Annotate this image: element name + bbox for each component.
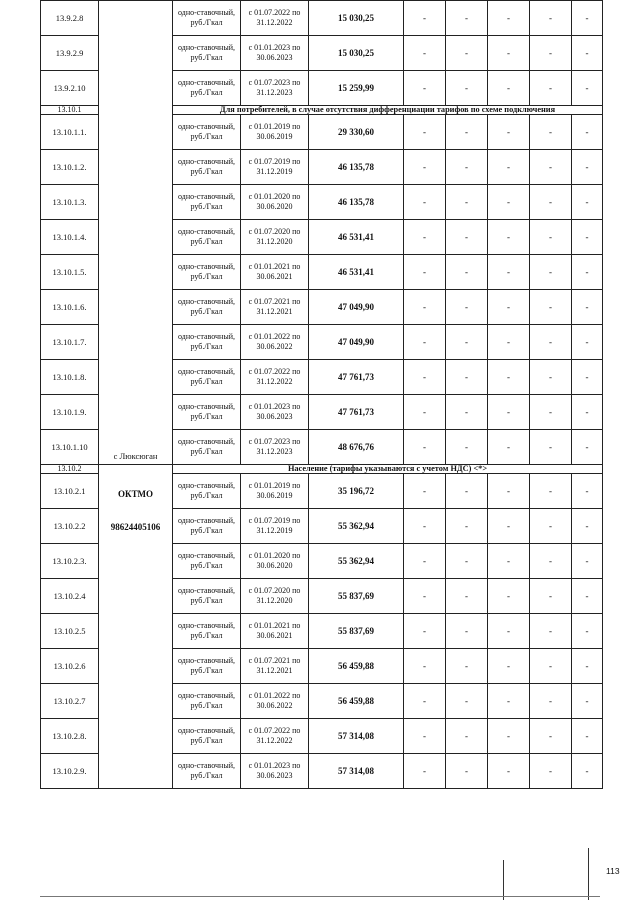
tariff-value: 29 330,60 <box>309 115 404 150</box>
empty-value: - <box>488 474 530 509</box>
tariff-period: с 01.07.2020 по 31.12.2020 <box>241 579 309 614</box>
empty-value: - <box>530 325 572 360</box>
tariff-value: 46 531,41 <box>309 255 404 290</box>
empty-value: - <box>488 36 530 71</box>
tariff-value: 55 837,69 <box>309 614 404 649</box>
empty-value: - <box>446 430 488 465</box>
empty-value: - <box>404 579 446 614</box>
section-code: 13.10.2 <box>41 465 99 474</box>
tariff-type: одно-ставочный, руб./Гкал <box>173 1 241 36</box>
empty-value: - <box>404 360 446 395</box>
empty-value: - <box>404 71 446 106</box>
empty-value: - <box>530 509 572 544</box>
tariff-period: с 01.07.2020 по 31.12.2020 <box>241 220 309 255</box>
empty-value: - <box>488 220 530 255</box>
empty-value: - <box>572 1 603 36</box>
tariff-type: одно-ставочный, руб./Гкал <box>173 544 241 579</box>
tariff-period: с 01.07.2022 по 31.12.2022 <box>241 719 309 754</box>
row-code: 13.10.2.2 <box>41 509 99 544</box>
tariff-type: одно-ставочный, руб./Гкал <box>173 360 241 395</box>
empty-value: - <box>404 509 446 544</box>
tariff-type: одно-ставочный, руб./Гкал <box>173 220 241 255</box>
empty-value: - <box>488 290 530 325</box>
tariff-type: одно-ставочный, руб./Гкал <box>173 430 241 465</box>
empty-value: - <box>404 684 446 719</box>
tariff-period: с 01.01.2021 по 30.06.2021 <box>241 255 309 290</box>
empty-value: - <box>488 579 530 614</box>
settlement-cell <box>99 1 173 465</box>
empty-value: - <box>488 684 530 719</box>
tariff-type: одно-ставочный, руб./Гкал <box>173 71 241 106</box>
tariff-value: 55 362,94 <box>309 544 404 579</box>
tariff-period: с 01.01.2023 по 30.06.2023 <box>241 395 309 430</box>
tariff-value: 55 362,94 <box>309 509 404 544</box>
empty-value: - <box>446 614 488 649</box>
row-code: 13.9.2.10 <box>41 71 99 106</box>
tariff-value: 57 314,08 <box>309 754 404 789</box>
tariff-period: с 01.07.2021 по 31.12.2021 <box>241 290 309 325</box>
tariff-period: с 01.07.2019 по 31.12.2019 <box>241 509 309 544</box>
empty-value: - <box>404 430 446 465</box>
empty-value: - <box>404 36 446 71</box>
tariff-period: с 01.07.2023 по 31.12.2023 <box>241 71 309 106</box>
section-title: Для потребителей, в случае отсутствия дифференциации тарифов по схеме подключения <box>173 106 603 115</box>
empty-value: - <box>488 544 530 579</box>
tariff-period: с 01.07.2022 по 31.12.2022 <box>241 1 309 36</box>
empty-value: - <box>530 150 572 185</box>
tariff-period: с 01.01.2022 по 30.06.2022 <box>241 325 309 360</box>
empty-value: - <box>404 754 446 789</box>
empty-value: - <box>446 36 488 71</box>
empty-value: - <box>404 544 446 579</box>
empty-value: - <box>530 360 572 395</box>
empty-value: - <box>572 579 603 614</box>
row-code: 13.10.2.9. <box>41 754 99 789</box>
empty-value: - <box>404 150 446 185</box>
empty-value: - <box>572 684 603 719</box>
empty-value: - <box>488 360 530 395</box>
empty-value: - <box>530 684 572 719</box>
empty-value: - <box>530 544 572 579</box>
empty-value: - <box>530 649 572 684</box>
oktmo-code: 98624405106 <box>110 522 161 532</box>
tariff-type: одно-ставочный, руб./Гкал <box>173 474 241 509</box>
tariff-value: 15 030,25 <box>309 36 404 71</box>
empty-value: - <box>530 185 572 220</box>
oktmo-label: ОКТМО <box>118 489 153 499</box>
settlement-name: с Люксюган <box>113 451 158 461</box>
tariff-type: одно-ставочный, руб./Гкал <box>173 719 241 754</box>
tariff-value: 48 676,76 <box>309 430 404 465</box>
tariff-value: 15 259,99 <box>309 71 404 106</box>
empty-value: - <box>488 185 530 220</box>
empty-value: - <box>446 150 488 185</box>
empty-value: - <box>572 614 603 649</box>
empty-value: - <box>572 71 603 106</box>
empty-value: - <box>572 255 603 290</box>
row-code: 13.9.2.9 <box>41 36 99 71</box>
empty-value: - <box>572 544 603 579</box>
row-code: 13.10.1.6. <box>41 290 99 325</box>
empty-value: - <box>446 71 488 106</box>
row-code: 13.10.2.4 <box>41 579 99 614</box>
empty-value: - <box>404 115 446 150</box>
tariff-type: одно-ставочный, руб./Гкал <box>173 290 241 325</box>
empty-value: - <box>530 290 572 325</box>
empty-value: - <box>446 325 488 360</box>
empty-value: - <box>446 255 488 290</box>
empty-value: - <box>446 579 488 614</box>
tariff-value: 46 135,78 <box>309 150 404 185</box>
tariff-period: с 01.01.2020 по 30.06.2020 <box>241 544 309 579</box>
page-number: 113 <box>606 866 620 876</box>
tariff-period: с 01.07.2023 по 31.12.2023 <box>241 430 309 465</box>
row-code: 13.10.1.10 <box>41 430 99 465</box>
tariff-value: 46 531,41 <box>309 220 404 255</box>
empty-value: - <box>446 395 488 430</box>
tariff-period: с 01.01.2022 по 30.06.2022 <box>241 684 309 719</box>
empty-value: - <box>488 614 530 649</box>
empty-value: - <box>530 395 572 430</box>
empty-value: - <box>530 430 572 465</box>
section-title: Население (тарифы указываются с учетом НДС) <*> <box>173 465 603 474</box>
row-code: 13.10.2.8. <box>41 719 99 754</box>
empty-value: - <box>446 360 488 395</box>
tariff-period: с 01.01.2021 по 30.06.2021 <box>241 614 309 649</box>
tariff-type: одно-ставочный, руб./Гкал <box>173 614 241 649</box>
empty-value: - <box>572 754 603 789</box>
tariff-period: с 01.01.2019 по 30.06.2019 <box>241 474 309 509</box>
empty-value: - <box>530 220 572 255</box>
empty-value: - <box>572 115 603 150</box>
empty-value: - <box>404 719 446 754</box>
tariff-value: 56 459,88 <box>309 649 404 684</box>
empty-value: - <box>488 754 530 789</box>
empty-value: - <box>446 754 488 789</box>
empty-value: - <box>446 719 488 754</box>
empty-value: - <box>530 115 572 150</box>
tariff-type: одно-ставочный, руб./Гкал <box>173 754 241 789</box>
empty-value: - <box>404 325 446 360</box>
tariff-value: 35 196,72 <box>309 474 404 509</box>
settlement-cell <box>99 465 173 789</box>
row-code: 13.10.1.8. <box>41 360 99 395</box>
scan-artifact <box>588 848 589 900</box>
tariff-value: 47 049,90 <box>309 325 404 360</box>
empty-value: - <box>488 509 530 544</box>
empty-value: - <box>404 220 446 255</box>
row-code: 13.10.2.5 <box>41 614 99 649</box>
empty-value: - <box>446 185 488 220</box>
tariff-type: одно-ставочный, руб./Гкал <box>173 185 241 220</box>
empty-value: - <box>488 649 530 684</box>
empty-value: - <box>404 395 446 430</box>
empty-value: - <box>404 1 446 36</box>
empty-value: - <box>488 115 530 150</box>
empty-value: - <box>488 1 530 36</box>
tariff-period: с 01.07.2022 по 31.12.2022 <box>241 360 309 395</box>
empty-value: - <box>404 474 446 509</box>
empty-value: - <box>530 474 572 509</box>
empty-value: - <box>572 150 603 185</box>
scan-artifact <box>503 860 504 900</box>
empty-value: - <box>446 474 488 509</box>
tariff-period: с 01.01.2023 по 30.06.2023 <box>241 36 309 71</box>
spacer <box>99 500 172 522</box>
empty-value: - <box>446 220 488 255</box>
empty-value: - <box>530 754 572 789</box>
empty-value: - <box>572 474 603 509</box>
empty-value: - <box>572 185 603 220</box>
tariff-type: одно-ставочный, руб./Гкал <box>173 684 241 719</box>
empty-value: - <box>404 614 446 649</box>
empty-value: - <box>488 395 530 430</box>
row-code: 13.9.2.8 <box>41 1 99 36</box>
empty-value: - <box>572 719 603 754</box>
empty-value: - <box>572 360 603 395</box>
empty-value: - <box>446 684 488 719</box>
tariff-type: одно-ставочный, руб./Гкал <box>173 579 241 614</box>
tariff-type: одно-ставочный, руб./Гкал <box>173 649 241 684</box>
empty-value: - <box>488 430 530 465</box>
empty-value: - <box>530 255 572 290</box>
empty-value: - <box>572 649 603 684</box>
table-row <box>41 1 603 36</box>
empty-value: - <box>530 71 572 106</box>
tariff-value: 46 135,78 <box>309 185 404 220</box>
row-code: 13.10.2.6 <box>41 649 99 684</box>
empty-value: - <box>488 719 530 754</box>
empty-value: - <box>446 290 488 325</box>
row-code: 13.10.2.3. <box>41 544 99 579</box>
empty-value: - <box>530 719 572 754</box>
empty-value: - <box>446 649 488 684</box>
tariff-type: одно-ставочный, руб./Гкал <box>173 395 241 430</box>
empty-value: - <box>488 150 530 185</box>
empty-value: - <box>488 325 530 360</box>
tariff-value: 47 761,73 <box>309 395 404 430</box>
tariff-period: с 01.01.2019 по 30.06.2019 <box>241 115 309 150</box>
empty-value: - <box>530 614 572 649</box>
tariff-value: 56 459,88 <box>309 684 404 719</box>
empty-value: - <box>404 290 446 325</box>
empty-value: - <box>446 544 488 579</box>
tariff-value: 15 030,25 <box>309 1 404 36</box>
empty-value: - <box>530 36 572 71</box>
empty-value: - <box>572 220 603 255</box>
row-code: 13.10.2.1 <box>41 474 99 509</box>
tariff-type: одно-ставочный, руб./Гкал <box>173 115 241 150</box>
tariff-value: 57 314,08 <box>309 719 404 754</box>
empty-value: - <box>446 1 488 36</box>
empty-value: - <box>572 430 603 465</box>
tariff-value: 47 761,73 <box>309 360 404 395</box>
empty-value: - <box>572 36 603 71</box>
empty-value: - <box>446 509 488 544</box>
tariff-period: с 01.01.2020 по 30.06.2020 <box>241 185 309 220</box>
empty-value: - <box>572 509 603 544</box>
row-code: 13.10.1.9. <box>41 395 99 430</box>
tariff-type: одно-ставочный, руб./Гкал <box>173 509 241 544</box>
row-code: 13.10.1.5. <box>41 255 99 290</box>
tariff-type: одно-ставочный, руб./Гкал <box>173 150 241 185</box>
row-code: 13.10.1.2. <box>41 150 99 185</box>
empty-value: - <box>572 395 603 430</box>
row-code: 13.10.1.1. <box>41 115 99 150</box>
tariff-period: с 01.07.2021 по 31.12.2021 <box>241 649 309 684</box>
empty-value: - <box>572 290 603 325</box>
scan-artifact <box>40 896 600 897</box>
empty-value: - <box>404 649 446 684</box>
section-row <box>41 465 603 474</box>
section-code: 13.10.1 <box>41 106 99 115</box>
tariff-type: одно-ставочный, руб./Гкал <box>173 36 241 71</box>
empty-value: - <box>404 185 446 220</box>
tariff-period: с 01.01.2023 по 30.06.2023 <box>241 754 309 789</box>
tariff-table <box>40 0 603 789</box>
tariff-period: с 01.07.2019 по 31.12.2019 <box>241 150 309 185</box>
tariff-type: одно-ставочный, руб./Гкал <box>173 255 241 290</box>
tariff-value: 47 049,90 <box>309 290 404 325</box>
row-code: 13.10.1.3. <box>41 185 99 220</box>
tariff-type: одно-ставочный, руб./Гкал <box>173 325 241 360</box>
empty-value: - <box>572 325 603 360</box>
row-code: 13.10.1.7. <box>41 325 99 360</box>
empty-value: - <box>446 115 488 150</box>
row-code: 13.10.2.7 <box>41 684 99 719</box>
tariff-value: 55 837,69 <box>309 579 404 614</box>
empty-value: - <box>488 71 530 106</box>
empty-value: - <box>530 1 572 36</box>
empty-value: - <box>404 255 446 290</box>
row-code: 13.10.1.4. <box>41 220 99 255</box>
empty-value: - <box>488 255 530 290</box>
empty-value: - <box>530 579 572 614</box>
